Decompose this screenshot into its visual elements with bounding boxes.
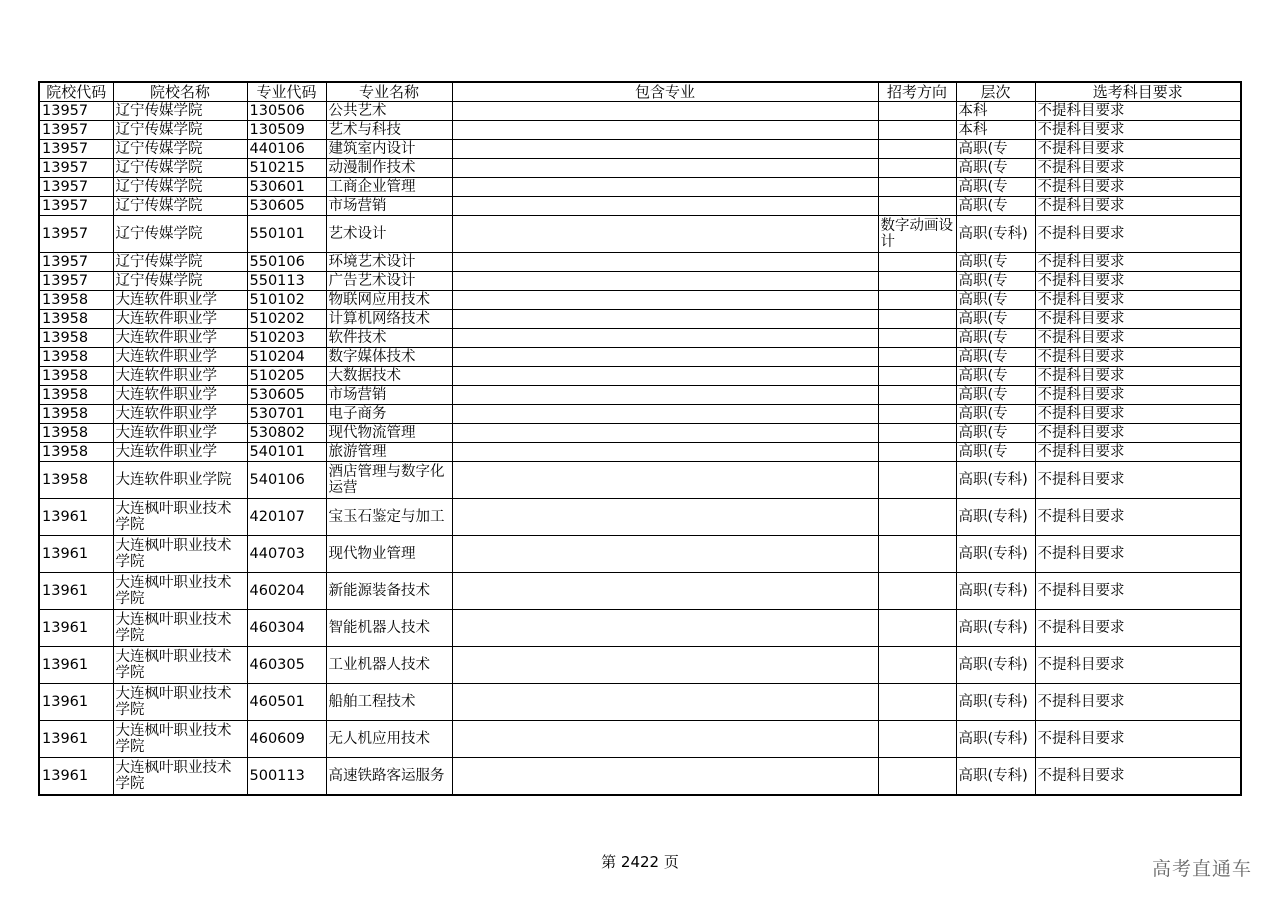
cell-school-name: 辽宁传媒学院 — [113, 197, 247, 216]
cell-school-name: 大连枫叶职业技术学院 — [113, 573, 247, 610]
header-level: 层次 — [956, 82, 1035, 102]
cell-direction — [878, 348, 956, 367]
cell-school-name: 辽宁传媒学院 — [113, 216, 247, 253]
table-row — [39, 386, 1241, 405]
cell-major-code: 440703 — [247, 536, 326, 573]
cell-included-majors — [452, 499, 878, 536]
cell-direction — [878, 424, 956, 443]
cell-school-name: 大连软件职业学 — [113, 405, 247, 424]
cell-school-code: 13961 — [39, 758, 113, 796]
table-row — [39, 102, 1241, 121]
cell-level: 高职(专科) — [956, 647, 1035, 684]
cell-included-majors — [452, 386, 878, 405]
table-row — [39, 159, 1241, 178]
cell-subject-requirement: 不提科目要求 — [1035, 536, 1241, 573]
cell-subject-requirement: 不提科目要求 — [1035, 462, 1241, 499]
cell-major-name: 电子商务 — [326, 405, 452, 424]
header-subject-requirement: 选考科目要求 — [1035, 82, 1241, 102]
cell-included-majors — [452, 178, 878, 197]
cell-school-code: 13957 — [39, 197, 113, 216]
cell-direction — [878, 329, 956, 348]
table-row — [39, 253, 1241, 272]
cell-school-name: 大连枫叶职业技术学院 — [113, 610, 247, 647]
cell-subject-requirement: 不提科目要求 — [1035, 159, 1241, 178]
cell-school-code: 13958 — [39, 348, 113, 367]
cell-school-code: 13957 — [39, 178, 113, 197]
cell-direction: 数字动画设计 — [878, 216, 956, 253]
table-row — [39, 573, 1241, 610]
cell-school-name: 辽宁传媒学院 — [113, 178, 247, 197]
cell-level: 高职(专科) — [956, 462, 1035, 499]
cell-level: 高职(专科) — [956, 536, 1035, 573]
cell-school-name: 辽宁传媒学院 — [113, 272, 247, 291]
cell-school-code: 13957 — [39, 253, 113, 272]
cell-direction — [878, 721, 956, 758]
cell-major-name: 艺术与科技 — [326, 121, 452, 140]
cell-subject-requirement: 不提科目要求 — [1035, 721, 1241, 758]
cell-subject-requirement: 不提科目要求 — [1035, 610, 1241, 647]
cell-school-code: 13957 — [39, 140, 113, 159]
cell-major-name: 艺术设计 — [326, 216, 452, 253]
cell-school-name: 辽宁传媒学院 — [113, 253, 247, 272]
cell-major-code: 550106 — [247, 253, 326, 272]
cell-school-code: 13961 — [39, 647, 113, 684]
cell-direction — [878, 684, 956, 721]
cell-school-code: 13958 — [39, 367, 113, 386]
cell-major-name: 宝玉石鉴定与加工 — [326, 499, 452, 536]
cell-major-name: 高速铁路客运服务 — [326, 758, 452, 796]
cell-school-name: 大连软件职业学 — [113, 367, 247, 386]
cell-major-name: 无人机应用技术 — [326, 721, 452, 758]
cell-major-name: 工商企业管理 — [326, 178, 452, 197]
cell-major-code: 510215 — [247, 159, 326, 178]
table-row — [39, 272, 1241, 291]
cell-school-name: 大连枫叶职业技术学院 — [113, 499, 247, 536]
table-row — [39, 405, 1241, 424]
cell-major-name: 旅游管理 — [326, 443, 452, 462]
cell-subject-requirement: 不提科目要求 — [1035, 253, 1241, 272]
cell-included-majors — [452, 291, 878, 310]
table-row — [39, 721, 1241, 758]
cell-included-majors — [452, 310, 878, 329]
cell-subject-requirement: 不提科目要求 — [1035, 499, 1241, 536]
table-row — [39, 197, 1241, 216]
cell-major-code: 460204 — [247, 573, 326, 610]
cell-school-code: 13958 — [39, 329, 113, 348]
table-row — [39, 367, 1241, 386]
table-body — [39, 102, 1241, 796]
cell-school-code: 13961 — [39, 573, 113, 610]
cell-direction — [878, 536, 956, 573]
cell-school-code: 13958 — [39, 424, 113, 443]
cell-level: 高职(专 — [956, 291, 1035, 310]
cell-subject-requirement: 不提科目要求 — [1035, 329, 1241, 348]
cell-school-name: 大连软件职业学 — [113, 443, 247, 462]
cell-school-code: 13958 — [39, 443, 113, 462]
cell-school-code: 13958 — [39, 310, 113, 329]
cell-level: 高职(专 — [956, 367, 1035, 386]
table-row — [39, 443, 1241, 462]
cell-subject-requirement: 不提科目要求 — [1035, 121, 1241, 140]
cell-school-code: 13958 — [39, 386, 113, 405]
cell-major-code: 510202 — [247, 310, 326, 329]
cell-level: 高职(专 — [956, 178, 1035, 197]
cell-level: 高职(专 — [956, 310, 1035, 329]
cell-subject-requirement: 不提科目要求 — [1035, 216, 1241, 253]
cell-subject-requirement: 不提科目要求 — [1035, 684, 1241, 721]
cell-subject-requirement: 不提科目要求 — [1035, 102, 1241, 121]
cell-school-code: 13958 — [39, 405, 113, 424]
cell-level: 高职(专 — [956, 140, 1035, 159]
cell-major-name: 环境艺术设计 — [326, 253, 452, 272]
cell-level: 高职(专 — [956, 197, 1035, 216]
cell-included-majors — [452, 536, 878, 573]
cell-major-code: 460304 — [247, 610, 326, 647]
table-row — [39, 536, 1241, 573]
cell-school-name: 大连枫叶职业技术学院 — [113, 758, 247, 796]
cell-school-code: 13961 — [39, 536, 113, 573]
cell-level: 高职(专 — [956, 348, 1035, 367]
table-row — [39, 647, 1241, 684]
cell-major-name: 船舶工程技术 — [326, 684, 452, 721]
cell-subject-requirement: 不提科目要求 — [1035, 348, 1241, 367]
cell-direction — [878, 443, 956, 462]
cell-included-majors — [452, 647, 878, 684]
cell-school-code: 13958 — [39, 291, 113, 310]
cell-major-code: 550113 — [247, 272, 326, 291]
table-row — [39, 348, 1241, 367]
cell-major-name: 物联网应用技术 — [326, 291, 452, 310]
cell-major-code: 530605 — [247, 197, 326, 216]
cell-school-name: 辽宁传媒学院 — [113, 140, 247, 159]
cell-school-name: 辽宁传媒学院 — [113, 121, 247, 140]
page-number: 第 2422 页 — [601, 853, 679, 871]
cell-included-majors — [452, 253, 878, 272]
cell-subject-requirement: 不提科目要求 — [1035, 197, 1241, 216]
cell-school-code: 13961 — [39, 499, 113, 536]
cell-major-code: 130506 — [247, 102, 326, 121]
cell-major-code: 510204 — [247, 348, 326, 367]
header-school-code: 院校代码 — [39, 82, 113, 102]
cell-major-name: 现代物业管理 — [326, 536, 452, 573]
cell-school-name: 大连枫叶职业技术学院 — [113, 647, 247, 684]
cell-major-code: 510205 — [247, 367, 326, 386]
cell-school-code: 13961 — [39, 721, 113, 758]
cell-subject-requirement: 不提科目要求 — [1035, 310, 1241, 329]
table-row — [39, 310, 1241, 329]
cell-major-name: 计算机网络技术 — [326, 310, 452, 329]
cell-direction — [878, 573, 956, 610]
cell-level: 高职(专科) — [956, 216, 1035, 253]
cell-school-name: 大连软件职业学 — [113, 348, 247, 367]
cell-direction — [878, 758, 956, 796]
cell-included-majors — [452, 102, 878, 121]
cell-subject-requirement: 不提科目要求 — [1035, 405, 1241, 424]
cell-major-name: 新能源装备技术 — [326, 573, 452, 610]
cell-subject-requirement: 不提科目要求 — [1035, 367, 1241, 386]
cell-major-code: 530701 — [247, 405, 326, 424]
cell-major-name: 动漫制作技术 — [326, 159, 452, 178]
cell-major-code: 530601 — [247, 178, 326, 197]
table-header-row — [39, 82, 1241, 102]
table-row — [39, 178, 1241, 197]
cell-subject-requirement: 不提科目要求 — [1035, 573, 1241, 610]
cell-subject-requirement: 不提科目要求 — [1035, 386, 1241, 405]
cell-included-majors — [452, 758, 878, 796]
cell-included-majors — [452, 443, 878, 462]
cell-major-name: 市场营销 — [326, 197, 452, 216]
cell-major-code: 420107 — [247, 499, 326, 536]
cell-level: 高职(专科) — [956, 721, 1035, 758]
cell-level: 高职(专 — [956, 272, 1035, 291]
cell-level: 高职(专 — [956, 159, 1035, 178]
cell-major-code: 130509 — [247, 121, 326, 140]
cell-included-majors — [452, 462, 878, 499]
table-row — [39, 499, 1241, 536]
cell-major-code: 500113 — [247, 758, 326, 796]
cell-major-code: 460501 — [247, 684, 326, 721]
header-direction: 招考方向 — [878, 82, 956, 102]
cell-direction — [878, 386, 956, 405]
cell-included-majors — [452, 424, 878, 443]
cell-major-name: 大数据技术 — [326, 367, 452, 386]
cell-major-code: 550101 — [247, 216, 326, 253]
cell-direction — [878, 310, 956, 329]
cell-direction — [878, 197, 956, 216]
cell-school-code: 13957 — [39, 216, 113, 253]
cell-direction — [878, 405, 956, 424]
cell-level: 本科 — [956, 102, 1035, 121]
table-row — [39, 329, 1241, 348]
cell-direction — [878, 140, 956, 159]
cell-school-code: 13961 — [39, 610, 113, 647]
cell-school-name: 辽宁传媒学院 — [113, 159, 247, 178]
cell-major-name: 智能机器人技术 — [326, 610, 452, 647]
cell-major-name: 酒店管理与数字化运营 — [326, 462, 452, 499]
cell-direction — [878, 159, 956, 178]
cell-major-code: 530605 — [247, 386, 326, 405]
cell-subject-requirement: 不提科目要求 — [1035, 140, 1241, 159]
table-row — [39, 462, 1241, 499]
cell-level: 高职(专科) — [956, 684, 1035, 721]
cell-direction — [878, 272, 956, 291]
table-row — [39, 684, 1241, 721]
cell-school-code: 13957 — [39, 272, 113, 291]
cell-school-name: 大连软件职业学 — [113, 291, 247, 310]
cell-included-majors — [452, 197, 878, 216]
cell-subject-requirement: 不提科目要求 — [1035, 758, 1241, 796]
cell-included-majors — [452, 721, 878, 758]
cell-direction — [878, 102, 956, 121]
cell-level: 本科 — [956, 121, 1035, 140]
cell-subject-requirement: 不提科目要求 — [1035, 272, 1241, 291]
cell-school-code: 13957 — [39, 121, 113, 140]
cell-included-majors — [452, 367, 878, 386]
cell-included-majors — [452, 610, 878, 647]
cell-school-name: 大连软件职业学 — [113, 424, 247, 443]
cell-included-majors — [452, 405, 878, 424]
cell-level: 高职(专科) — [956, 573, 1035, 610]
cell-school-name: 大连软件职业学 — [113, 310, 247, 329]
cell-major-name: 公共艺术 — [326, 102, 452, 121]
cell-school-name: 大连枫叶职业技术学院 — [113, 536, 247, 573]
cell-major-name: 现代物流管理 — [326, 424, 452, 443]
cell-level: 高职(专科) — [956, 499, 1035, 536]
cell-level: 高职(专科) — [956, 758, 1035, 796]
cell-direction — [878, 647, 956, 684]
cell-school-code: 13958 — [39, 462, 113, 499]
cell-school-name: 大连软件职业学院 — [113, 462, 247, 499]
cell-major-name: 软件技术 — [326, 329, 452, 348]
table-row — [39, 140, 1241, 159]
cell-included-majors — [452, 216, 878, 253]
cell-major-name: 建筑室内设计 — [326, 140, 452, 159]
admission-table-container — [38, 81, 1240, 796]
cell-level: 高职(专科) — [956, 610, 1035, 647]
cell-school-code: 13957 — [39, 102, 113, 121]
header-major-code: 专业代码 — [247, 82, 326, 102]
cell-direction — [878, 291, 956, 310]
cell-direction — [878, 462, 956, 499]
header-school-name: 院校名称 — [113, 82, 247, 102]
cell-included-majors — [452, 329, 878, 348]
cell-major-code: 510203 — [247, 329, 326, 348]
cell-subject-requirement: 不提科目要求 — [1035, 178, 1241, 197]
cell-subject-requirement: 不提科目要求 — [1035, 424, 1241, 443]
cell-direction — [878, 610, 956, 647]
cell-level: 高职(专 — [956, 405, 1035, 424]
cell-major-name: 工业机器人技术 — [326, 647, 452, 684]
cell-major-code: 540106 — [247, 462, 326, 499]
cell-included-majors — [452, 140, 878, 159]
cell-subject-requirement: 不提科目要求 — [1035, 291, 1241, 310]
cell-school-name: 大连枫叶职业技术学院 — [113, 684, 247, 721]
cell-major-code: 510102 — [247, 291, 326, 310]
cell-major-name: 市场营销 — [326, 386, 452, 405]
cell-school-code: 13961 — [39, 684, 113, 721]
table-row — [39, 121, 1241, 140]
header-major-name: 专业名称 — [326, 82, 452, 102]
cell-school-name: 辽宁传媒学院 — [113, 102, 247, 121]
cell-major-name: 广告艺术设计 — [326, 272, 452, 291]
cell-included-majors — [452, 121, 878, 140]
cell-major-code: 530802 — [247, 424, 326, 443]
cell-included-majors — [452, 348, 878, 367]
cell-school-name: 大连枫叶职业技术学院 — [113, 721, 247, 758]
cell-school-name: 大连软件职业学 — [113, 386, 247, 405]
cell-level: 高职(专 — [956, 386, 1035, 405]
cell-included-majors — [452, 684, 878, 721]
cell-included-majors — [452, 272, 878, 291]
table-row — [39, 216, 1241, 253]
cell-major-code: 440106 — [247, 140, 326, 159]
cell-direction — [878, 178, 956, 197]
cell-school-code: 13957 — [39, 159, 113, 178]
cell-major-name: 数字媒体技术 — [326, 348, 452, 367]
cell-level: 高职(专 — [956, 424, 1035, 443]
watermark: 高考直通车 — [1151, 858, 1252, 880]
cell-school-name: 大连软件职业学 — [113, 329, 247, 348]
cell-level: 高职(专 — [956, 329, 1035, 348]
cell-direction — [878, 121, 956, 140]
cell-level: 高职(专 — [956, 253, 1035, 272]
cell-major-code: 460609 — [247, 721, 326, 758]
cell-subject-requirement: 不提科目要求 — [1035, 443, 1241, 462]
cell-direction — [878, 367, 956, 386]
admission-table — [38, 81, 1242, 796]
cell-direction — [878, 253, 956, 272]
cell-level: 高职(专 — [956, 443, 1035, 462]
table-row — [39, 610, 1241, 647]
table-row — [39, 291, 1241, 310]
cell-direction — [878, 499, 956, 536]
table-row — [39, 424, 1241, 443]
cell-included-majors — [452, 159, 878, 178]
header-included-majors: 包含专业 — [452, 82, 878, 102]
cell-major-code: 460305 — [247, 647, 326, 684]
cell-included-majors — [452, 573, 878, 610]
cell-major-code: 540101 — [247, 443, 326, 462]
table-row — [39, 758, 1241, 796]
cell-subject-requirement: 不提科目要求 — [1035, 647, 1241, 684]
